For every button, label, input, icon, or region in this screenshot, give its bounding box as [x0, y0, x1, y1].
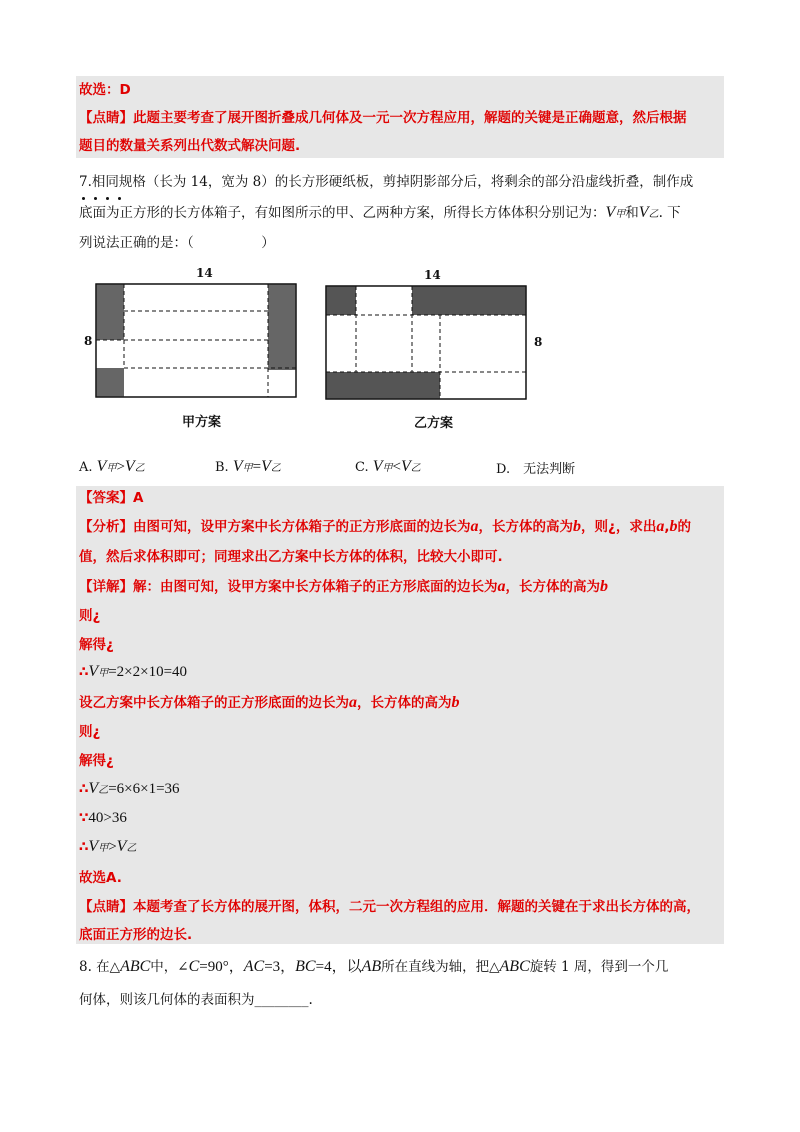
top-comment-1: 【点睛】此题主要考查了展开图折叠成几何体及一元一次方程应用，解题的关键是正确题意，然后根据 [79, 110, 687, 126]
yi-cut-top-right [412, 286, 526, 315]
detail-text: ，长方体的高为 [505, 579, 600, 595]
var-a: a [656, 518, 665, 535]
yi-width-label: 8 [534, 335, 543, 349]
yi-subscript: 乙 [410, 463, 421, 474]
q8-line-1 [79, 957, 668, 977]
yi-subscript: 乙 [98, 785, 109, 796]
v-symbol: V [401, 458, 411, 475]
v-symbol: V [605, 204, 616, 221]
v-symbol: V [88, 663, 99, 680]
side-bc-value: =4，以 [315, 959, 362, 975]
option-a [79, 458, 145, 476]
option-a-label: A. [79, 460, 93, 475]
jia-cut-bottom-left [96, 368, 124, 397]
yi-cut-bottom [326, 372, 440, 399]
v-symbol: V [116, 838, 127, 855]
option-c-label: C. [355, 460, 369, 475]
then-line-2: 则¿ [79, 724, 101, 740]
emphasis-dot [94, 197, 97, 200]
angle-symbol: ∠ [177, 959, 189, 975]
triangle-name: ABC [499, 958, 530, 975]
jia-subscript: 甲 [106, 463, 117, 474]
var-b: b [600, 578, 608, 595]
therefore-symbol: ∴ [79, 664, 89, 680]
q8-text: 中， [150, 959, 178, 975]
option-b-label: B. [215, 460, 229, 475]
side-ac-value: =3， [264, 959, 296, 975]
v-symbol: V [261, 458, 271, 475]
v-symbol: V [88, 838, 99, 855]
q7-line-1: 7.相同规格（长为 14，宽为 8）的长方形硬纸板，剪掉阴影部分后，将剩余的部分沿虚线折叠，制作成 [79, 174, 694, 190]
then-line-1: 则¿ [79, 608, 101, 624]
analysis-line-1 [79, 517, 691, 537]
set-yi-line [79, 693, 460, 713]
triangle-symbol: △ [109, 959, 121, 975]
comma: , [664, 519, 670, 535]
angle-value: =90°， [199, 959, 244, 975]
vjia-calc: =2×2×10=40 [108, 664, 188, 680]
q8-text: 8. 在 [79, 959, 110, 975]
top-comment-2: 题目的数量关系列出代数式解决问题. [79, 138, 301, 154]
therefore-symbol: ∴ [79, 839, 89, 855]
option-b-relation: = [252, 459, 262, 475]
q7-line-3: 列说法正确的是：（ ） [79, 235, 275, 251]
q7-line-2 [79, 203, 681, 225]
yi-length-label: 14 [424, 268, 441, 282]
answer-choice: 故选A. [79, 870, 122, 886]
jia-subscript: 甲 [615, 209, 626, 220]
because-symbol: ∵ [79, 810, 89, 826]
emphasis-dot [118, 197, 121, 200]
axis-ab: AB [361, 958, 382, 975]
triangle-name: ABC [120, 958, 151, 975]
option-c-relation: < [392, 459, 402, 475]
solve-line-1: 解得¿ [79, 637, 114, 653]
yi-subscript: 乙 [648, 209, 659, 220]
detail-text: 设乙方案中长方体箱子的正方形底面的边长为 [79, 695, 349, 711]
detail-line-1 [79, 577, 608, 597]
q7-line-2-end: . 下 [658, 205, 681, 221]
yi-subscript: 乙 [270, 463, 281, 474]
yi-subscript: 乙 [134, 463, 145, 474]
compare-line [79, 808, 127, 828]
analysis-text: ，长方体的高为 [478, 519, 573, 535]
v-symbol: V [124, 458, 135, 475]
jia-subscript: 甲 [98, 668, 109, 679]
jia-plan-figure [84, 266, 304, 426]
option-d: D. 无法判断 [496, 462, 576, 477]
var-a: a [470, 518, 479, 535]
emphasis-dot [106, 197, 109, 200]
q8-line-2: 何体，则该几何体的表面积为________. [79, 992, 313, 1008]
vjia-result [79, 662, 187, 684]
side-bc: BC [295, 958, 316, 975]
option-a-relation: > [116, 459, 125, 475]
jia-subscript: 甲 [242, 463, 253, 474]
var-b: b [573, 518, 581, 535]
jia-subscript: 甲 [382, 463, 393, 474]
analysis-text: 的 [677, 519, 691, 535]
yi-plan-figure [318, 268, 538, 428]
analysis-line-2: 值，然后求体积即可；同理求出乙方案中长方体的体积，比较大小即可. [79, 549, 503, 565]
yi-subscript: 乙 [126, 843, 137, 854]
detail-text: 【详解】解：由图可知，设甲方案中长方体箱子的正方形底面的边长为 [79, 579, 498, 595]
top-choice: 故选：D [79, 82, 131, 98]
therefore-symbol: ∴ [79, 781, 89, 797]
option-b [215, 458, 281, 476]
yi-caption: 乙方案 [414, 416, 454, 431]
jia-length-label: 14 [196, 266, 213, 280]
angle-vertex: C [188, 958, 200, 975]
answer-comment-2: 底面正方形的边长. [79, 927, 193, 943]
analysis-text: 【分析】由图可知，设甲方案中长方体箱子的正方形底面的边长为 [79, 519, 471, 535]
side-ac: AC [243, 958, 265, 975]
detail-text: ，长方体的高为 [357, 695, 452, 711]
var-b: b [669, 518, 678, 535]
v-symbol: V [88, 780, 99, 797]
v-symbol: V [372, 458, 383, 475]
compare-values: 40>36 [88, 810, 127, 826]
jia-caption: 甲方案 [182, 415, 222, 430]
jia-width-label: 8 [84, 334, 93, 348]
emphasis-dot [82, 197, 85, 200]
option-c [355, 458, 421, 476]
jia-subscript: 甲 [98, 843, 109, 854]
and-text: 和 [625, 205, 639, 221]
v-symbol: V [638, 204, 649, 221]
vyi-result [79, 779, 180, 801]
v-symbol: V [96, 458, 107, 475]
analysis-text: ，则¿，求出 [581, 519, 657, 535]
final-compare-line [79, 837, 136, 859]
var-a: a [349, 694, 357, 711]
final-relation: > [108, 839, 117, 855]
triangle-symbol: △ [489, 959, 500, 975]
answer-comment-1: 【点睛】本题考查了长方体的展开图，体积，二元一次方程组的应用．解题的关键在于求出长方体的高， [79, 899, 700, 915]
jia-cut-right [268, 284, 296, 370]
yi-cut-top-left [326, 286, 356, 315]
v-symbol: V [232, 458, 243, 475]
vyi-calc: =6×6×1=36 [108, 781, 180, 797]
answer-label: 【答案】A [79, 490, 144, 506]
var-a: a [497, 578, 506, 595]
q7-line-2-text: 底面为正方形的长方体箱子，有如图所示的甲、乙两种方案，所得长方体体积分别记为： [79, 205, 606, 221]
var-b: b [451, 694, 460, 711]
q8-text: 旋转 1 周，得到一个几 [529, 959, 669, 975]
jia-cut-left [96, 284, 124, 340]
q8-text: 所在直线为轴，把 [381, 959, 490, 975]
solve-line-2: 解得¿ [79, 753, 114, 769]
